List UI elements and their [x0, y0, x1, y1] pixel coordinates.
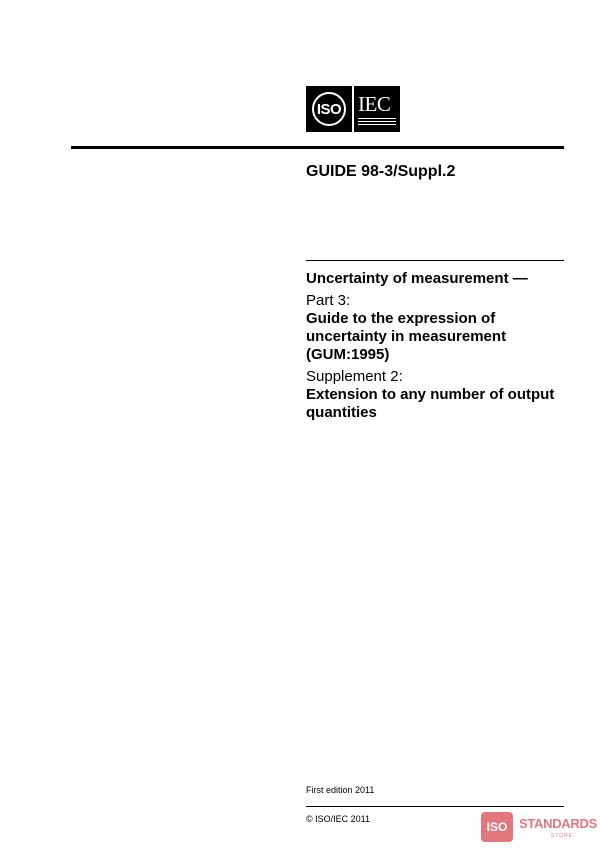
- supplement-label: Supplement 2:: [306, 368, 403, 385]
- iec-lines-icon: [358, 118, 396, 127]
- part-title: Guide to the expression of uncertainty in measurement (GUM:1995): [306, 310, 507, 363]
- iec-logo-text: IEC: [358, 92, 391, 116]
- part-label: Part 3:: [306, 292, 351, 309]
- guide-number: GUIDE 98-3/Suppl.2: [306, 163, 456, 180]
- store-badge: ISO: [481, 812, 513, 842]
- supplement-title: Extension to any number of output quantities: [306, 386, 555, 421]
- top-divider: [71, 146, 564, 149]
- standards-store-logo: [481, 812, 597, 842]
- iso-logo: [306, 86, 352, 132]
- copyright-text: © ISO/IEC 2011: [306, 814, 370, 824]
- edition-text: First edition 2011: [306, 785, 375, 795]
- store-sub: STORE: [551, 833, 574, 839]
- bottom-divider: [306, 806, 564, 807]
- title-divider: [306, 260, 564, 261]
- store-name: STANDARDS: [519, 816, 597, 831]
- main-title: Uncertainty of measurement —: [306, 270, 528, 287]
- iso-logo-text: ISO: [316, 100, 342, 118]
- title-block: [306, 270, 566, 422]
- iec-logo: [354, 86, 400, 132]
